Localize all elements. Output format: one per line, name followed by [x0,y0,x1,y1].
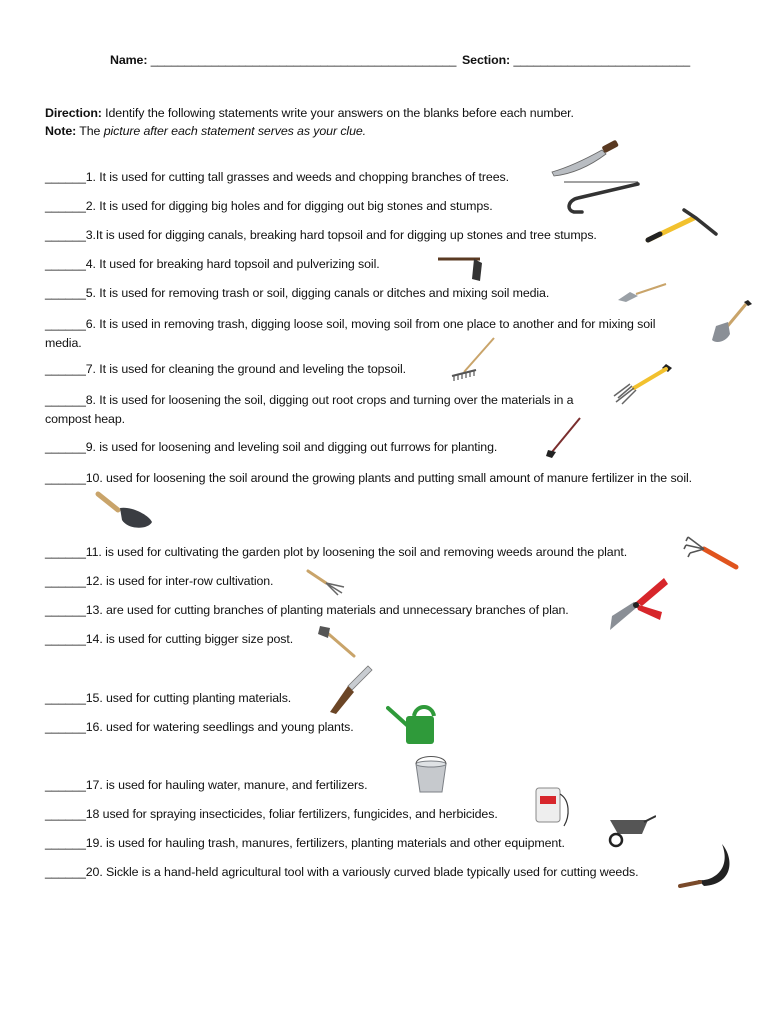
name-blank[interactable]: _____________________________________________ [150,53,457,67]
question-16: ______16. used for watering seedlings and young plants. [45,720,354,734]
section-line[interactable] [462,53,690,68]
section-label: Section: [462,53,511,67]
question-8: ______8. It is used for loosening the soil, digging out root crops and turning over the materials in a compost heap. [45,393,574,426]
hoe-icon [544,416,584,460]
hand-fork-icon [304,567,348,597]
crowbar-icon [562,178,642,218]
trowel-icon [94,490,156,532]
hand-cultivator-icon [682,533,740,573]
question-4: ______4. It used for breaking hard topsoil and pulverizing soil. [45,257,380,271]
question-19: ______19. is used for hauling trash, manures, fertilizers, planting materials and other equipment. [45,836,565,850]
question-9: ______9. is used for loosening and leveling soil and digging out furrows for planting. [45,440,498,454]
name-line[interactable] [110,53,456,68]
question-14: ______14. is used for cutting bigger size post. [45,632,294,646]
rake-icon [448,336,498,384]
question-15: ______15. used for cutting planting materials. [45,691,292,705]
question-2: ______2. It is used for digging big holes and for digging out big stones and stumps. [45,199,493,213]
question-13: ______13. are used for cutting branches of planting materials and unnecessary branches of plan. [45,603,569,617]
section-blank[interactable]: __________________________ [513,53,691,67]
watering-can-icon [386,700,440,746]
question-3: ______3.It is used for digging canals, breaking hard topsoil and for digging up stones and tree stumps. [45,228,597,242]
direction-text: Identify the following statements write your answers on the blanks before each number. [101,106,574,120]
note-italic: picture after each statement serves as your clue. [103,124,367,138]
note-line [45,124,366,139]
question-5: ______5. It is used for removing trash or soil, digging canals or ditches and mixing soil media. [45,286,550,300]
direction-line [45,106,574,121]
note-pre: The [76,124,104,138]
note-label: Note: [45,124,77,138]
question-7: ______7. It is used for cleaning the ground and leveling the topsoil. [45,362,406,376]
sickle-icon [678,840,738,892]
shovel-icon [614,280,670,304]
question-17: ______17. is used for hauling water, manure, and fertilizers. [45,778,368,792]
question-18: ______18 used for spraying insecticides, foliar fertilizers, fungicides, and herbicides. [45,807,498,821]
spading-fork-icon [610,360,674,406]
pruning-shears-icon [606,572,670,636]
question-1: ______1. It is used for cutting tall grasses and weeds and chopping branches of trees. [45,170,509,184]
spade-icon [708,296,754,346]
question-20: ______20. Sickle is a hand-held agricultural tool with a variously curved blade typically used for cutting weeds. [45,865,639,879]
question-12: ______12. is used for inter-row cultivation. [45,574,274,588]
direction-label: Direction: [45,106,102,120]
pick-mattock-icon [642,206,720,246]
pruning-knife-icon [322,662,374,716]
axe-icon [316,624,358,660]
sprayer-icon [530,782,572,828]
question-6: ______6. It is used in removing trash, digging loose soil, moving soil from one place to another and for mixing soil media. [45,317,656,350]
question-11: ______11. is used for cultivating the garden plot by loosening the soil and removing weeds around the plant. [45,545,628,559]
pail-icon [412,754,450,794]
grab-hoe-icon [436,255,486,285]
wheelbarrow-icon [604,812,656,848]
bolo-icon [548,138,620,178]
name-label: Name: [110,53,148,67]
question-10: ______10. used for loosening the soil around the growing plants and putting small amount of manure fertilizer in the soil. [45,471,692,485]
